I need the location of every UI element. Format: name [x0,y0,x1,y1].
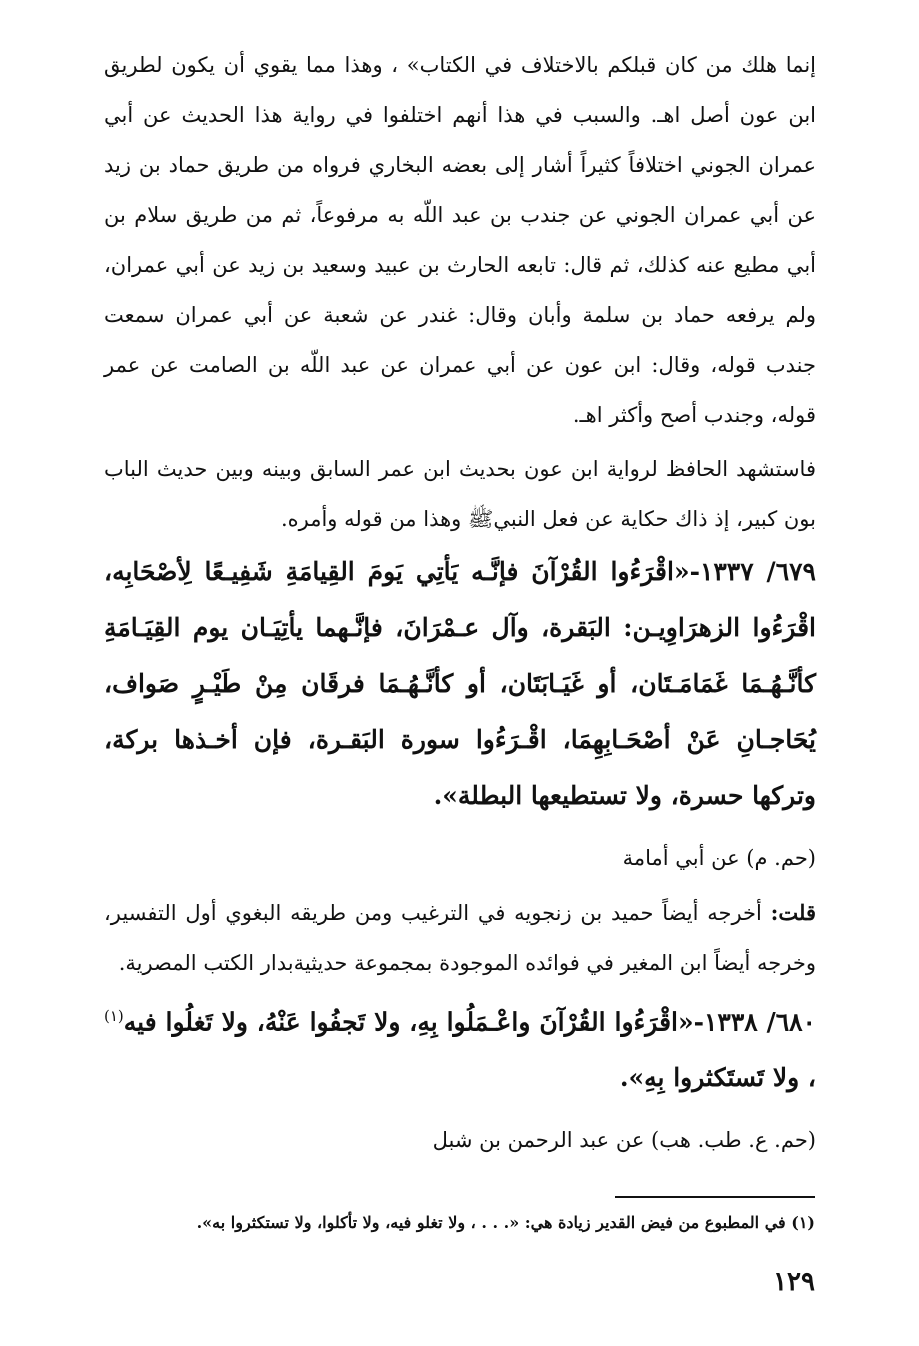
hadith-1338 [104,988,816,1106]
footnote-1: (١) في المطبوع من فيض القدير زيادة هي: «. . . ، ولا تغلو فيه، ولا تأكلوا، ولا تستكثروا به». [196,1213,815,1232]
footnote-divider [615,1196,815,1198]
note-label: قلت: [770,900,816,925]
paragraph-note [104,888,816,988]
paragraph-commentary: إنما هلك من كان قبلكم بالاختلاف في الكتاب» ، وهذا مما يقوي أن يكون لطريق ابن عون أصل اهـ. والسبب في هذا أنهم اختلفوا في رواية هذا الحديث عن أبي عمران الجوني اختلافاً كثيراً أشار إلى بعضه البخاري فرواه من طريق حماد بن زيد عن أبي عمران الجوني عن جندب بن عبد اللّه به مرفوعاً، ثم من طريق سلام بن أبي مطيع عنه كذلك، ثم قال: تابعه الحارث بن عبيد وسعيد بن زيد عن أبي عمران، ولم يرفعه حماد بن سلمة وأبان وقال: غندر عن شعبة عن أبي عمران سمعت جندب قوله، وقال: ابن عون عن أبي عمران عن عبد اللّه بن الصامت عن عمر قوله، وجندب أصح وأكثر اهـ. [104,53,816,427]
hadith-1338-text-b: ، ولا تَستَكثروا بِهِ». [619,1063,816,1093]
hadith-1338-source: (حم. ع. طب. هب) عن عبد الرحمن بن شبل [432,1128,816,1153]
hadith-1337-source: (حم. م) عن أبي أمامة [622,846,816,870]
paragraph-istishhad: فاستشهد الحافظ لرواية ابن عون بحديث ابن عمر السابق وبينه وبين حديث الباب بون كبير، إذ ذاك حكاية عن فعل النبيﷺ وهذا من قوله وأمره. [104,457,816,531]
page-number: ١٢٩ [773,1267,815,1297]
hadith-1338-text-a: ٦٨٠/ ١٣٣٨-«اقْرَءُوا القُرْآنَ واعْـمَلُوا بِهِ، ولا تَجفُوا عَنْهُ، ولا تَغلُوا فيه [123,1007,816,1037]
footnote-marker: (١) [104,1007,124,1025]
hadith-1337: ٦٧٩/ ١٣٣٧-«اقْرَءُوا القُرْآنَ فإنَّـه يَأتِي يَومَ القِيامَةِ شَفِيـعًا لِأصْحَابِه، اقْرَءُوا الزهرَاوِيـن: البَقرة، وآل عـمْرَانَ، فإنَّـهما يأتِيَـان يوم القِيَـامَةِ كأنَّـهُـمَا غَمَامَـتَان، أو غَيَـابَتَان، أو كأنَّـهُـمَا فرقَان مِنْ طَيْـرٍ صَواف، يُحَاجـانِ عَنْ أصْحَـابِهِمَا، اقْـرَءُوا سورة البَقـرة، فإن أخـذها بركة، وتركها حسرة، ولا تستطيعها البطلة». [104,557,816,810]
note-text: أخرجه أيضاً حميد بن زنجويه في الترغيب ومن طريقه البغوي أول التفسير، وخرجه أيضاً ابن المغير في فوائده الموجودة بمجموعة حديثيةبدار الكتب المصرية. [104,901,816,975]
page-body [104,40,816,1170]
